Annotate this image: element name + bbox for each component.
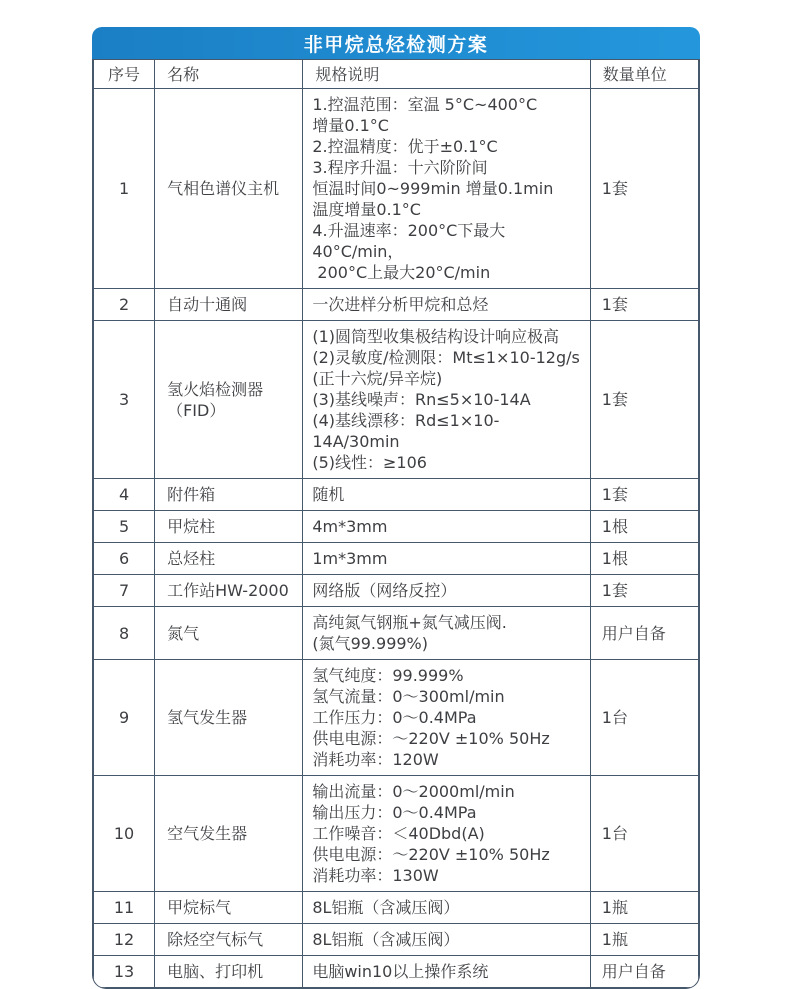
cell-spec [303, 511, 590, 543]
column-header-qty: 数量单位 [590, 60, 698, 89]
spec-line: 输出流量：0～2000ml/min [312, 782, 515, 801]
cell-qty: 1根 [590, 543, 698, 575]
column-header-serial: 序号 [94, 60, 155, 89]
spec-line: 高纯氮气钢瓶+氮气减压阀. [312, 613, 507, 632]
cell-spec [303, 89, 590, 289]
spec-line: 消耗功率：130W [312, 866, 439, 885]
column-header-spec: 规格说明 [303, 60, 590, 89]
spec-line: (正十六烷/异辛烷) [312, 369, 443, 388]
cell-name: 氮气 [155, 607, 303, 660]
spec-line: (1)圆筒型收集极结构设计响应极高 [312, 327, 559, 346]
table-row [94, 289, 699, 321]
table-row [94, 956, 699, 988]
cell-qty: 1台 [590, 776, 698, 892]
spec-line: 网络版（网络反控） [312, 581, 457, 600]
cell-name: 空气发生器 [155, 776, 303, 892]
table-row [94, 511, 699, 543]
cell-spec [303, 479, 590, 511]
cell-spec [303, 321, 590, 479]
spec-line: 供电电源：～220V ±10% 50Hz [312, 729, 550, 748]
cell-serial: 5 [94, 511, 155, 543]
spec-line: 消耗功率：120W [312, 750, 439, 769]
cell-spec [303, 892, 590, 924]
spec-line: 氢气流量：0～300ml/min [312, 687, 505, 706]
cell-serial: 12 [94, 924, 155, 956]
cell-spec [303, 776, 590, 892]
cell-name: 总烃柱 [155, 543, 303, 575]
cell-spec [303, 924, 590, 956]
table-row [94, 924, 699, 956]
cell-qty: 1套 [590, 289, 698, 321]
cell-spec [303, 956, 590, 988]
spec-line: 4m*3mm [312, 517, 388, 536]
spec-line: (3)基线噪声：Rn≤5×10-14A [312, 390, 531, 409]
table-row [94, 776, 699, 892]
cell-qty: 1套 [590, 479, 698, 511]
cell-qty: 1台 [590, 660, 698, 776]
cell-qty: 1根 [590, 511, 698, 543]
table-row [94, 543, 699, 575]
spec-line: 恒温时间0~999min 增量0.1min [312, 179, 554, 198]
spec-line: (2)灵敏度/检测限：Mt≤1×10-12g/s [312, 348, 580, 367]
spec-line: 4.升温速率：200°C下最大40°C/min， [312, 221, 506, 261]
spec-line: 工作噪音：＜40Dbd(A) [312, 824, 485, 843]
cell-qty: 用户自备 [590, 607, 698, 660]
spec-line: 氢气纯度：99.999% [312, 666, 464, 685]
cell-spec [303, 575, 590, 607]
cell-serial: 1 [94, 89, 155, 289]
table-body [94, 89, 699, 988]
cell-spec [303, 607, 590, 660]
spec-line: (5)线性：≥106 [312, 453, 427, 472]
cell-spec [303, 289, 590, 321]
spec-line: 1m*3mm [312, 549, 388, 568]
cell-name: 自动十通阀 [155, 289, 303, 321]
spec-line: (氮气99.999%) [312, 634, 429, 653]
cell-name: 工作站HW-2000 [155, 575, 303, 607]
cell-name: 气相色谱仪主机 [155, 89, 303, 289]
spec-line: 工作压力：0～0.4MPa [312, 708, 477, 727]
spec-line: 增量0.1°C [312, 116, 389, 135]
cell-spec [303, 660, 590, 776]
cell-serial: 13 [94, 956, 155, 988]
cell-name: 除烃空气标气 [155, 924, 303, 956]
spec-line: 2.控温精度：优于±0.1°C [312, 137, 498, 156]
spec-line: 随机 [312, 485, 345, 504]
cell-name: 甲烷标气 [155, 892, 303, 924]
spec-line: 电脑win10以上操作系统 [312, 962, 489, 981]
cell-name: 甲烷柱 [155, 511, 303, 543]
cell-spec [303, 543, 590, 575]
spec-line: 3.程序升温：十六阶阶间 [312, 158, 488, 177]
cell-qty: 1套 [590, 575, 698, 607]
cell-qty: 1瓶 [590, 892, 698, 924]
spec-line: 1.控温范围：室温 5°C~400°C [312, 95, 538, 114]
cell-qty: 用户自备 [590, 956, 698, 988]
cell-name: 电脑、打印机 [155, 956, 303, 988]
spec-line: 8L铝瓶（含减压阀） [312, 930, 460, 949]
cell-qty: 1套 [590, 321, 698, 479]
cell-serial: 8 [94, 607, 155, 660]
cell-name: 附件箱 [155, 479, 303, 511]
table-row [94, 321, 699, 479]
spec-line: 200°C上最大20°C/min [312, 263, 491, 282]
page-title: 非甲烷总烃检测方案 [303, 33, 489, 56]
spec-line: 供电电源：～220V ±10% 50Hz [312, 845, 550, 864]
cell-serial: 7 [94, 575, 155, 607]
cell-name: 氢火焰检测器（FID） [155, 321, 303, 479]
table-row [94, 575, 699, 607]
spec-line: (4)基线漂移：Rd≤1×10-14A/30min [312, 411, 500, 451]
spec-line: 一次进样分析甲烷和总烃 [312, 295, 489, 314]
spec-table [93, 59, 699, 988]
spec-line: 温度增量0.1°C [312, 200, 421, 219]
cell-serial: 4 [94, 479, 155, 511]
table-row [94, 89, 699, 289]
table-row [94, 892, 699, 924]
spec-line: 输出压力：0～0.4MPa [312, 803, 477, 822]
table-row [94, 660, 699, 776]
table-header-row [94, 60, 699, 89]
cell-serial: 2 [94, 289, 155, 321]
title-bar [92, 27, 700, 59]
cell-serial: 10 [94, 776, 155, 892]
spec-line: 8L铝瓶（含减压阀） [312, 898, 460, 917]
column-header-name: 名称 [155, 60, 303, 89]
cell-serial: 3 [94, 321, 155, 479]
cell-name: 氢气发生器 [155, 660, 303, 776]
spec-sheet-card [92, 27, 700, 989]
spec-table-wrapper [92, 59, 700, 989]
cell-qty: 1套 [590, 89, 698, 289]
table-row [94, 479, 699, 511]
table-row [94, 607, 699, 660]
cell-serial: 11 [94, 892, 155, 924]
cell-serial: 9 [94, 660, 155, 776]
cell-serial: 6 [94, 543, 155, 575]
cell-qty: 1瓶 [590, 924, 698, 956]
